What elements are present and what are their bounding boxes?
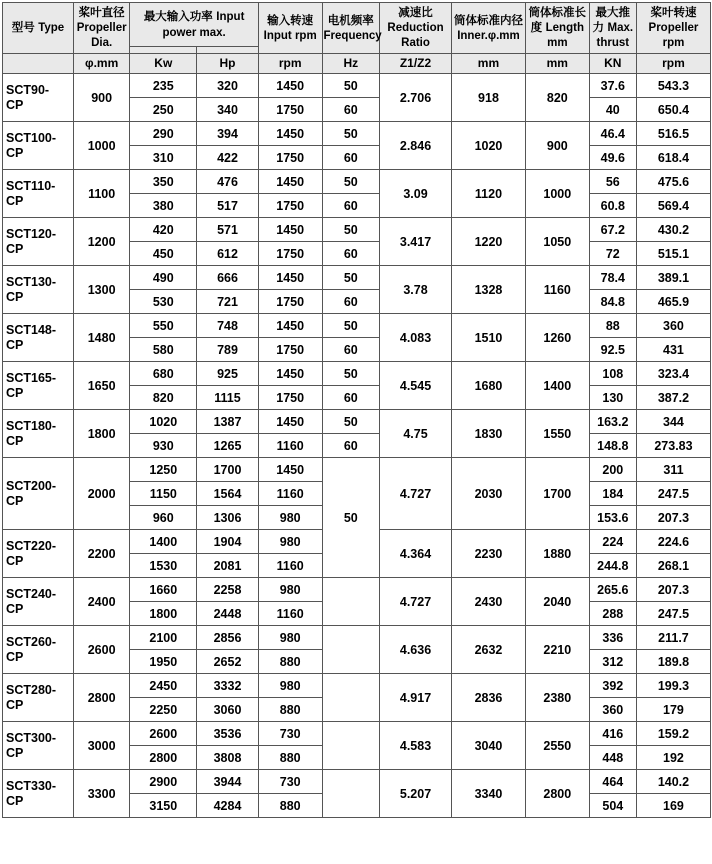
cell-propeller-rpm: 207.3	[636, 578, 710, 602]
cell-propeller-rpm: 199.3	[636, 674, 710, 698]
cell-max-thrust: 60.8	[589, 194, 636, 218]
cell-max-thrust: 130	[589, 386, 636, 410]
cell-rpm: 1750	[258, 290, 322, 314]
cell-kw: 310	[130, 146, 197, 170]
cell-hp: 517	[197, 194, 259, 218]
cell-max-thrust: 288	[589, 602, 636, 626]
cell-kw: 3150	[130, 794, 197, 818]
cell-kw: 420	[130, 218, 197, 242]
unit-frequency: Hz	[322, 53, 380, 74]
cell-hp: 3536	[197, 722, 259, 746]
cell-propeller-rpm: 247.5	[636, 482, 710, 506]
cell-frequency: 60	[322, 146, 380, 170]
cell-reduction-ratio: 3.417	[380, 218, 452, 266]
cell-reduction-ratio: 4.917	[380, 674, 452, 722]
cell-inner-dia: 1020	[451, 122, 525, 170]
cell-frequency: 60	[322, 290, 380, 314]
cell-kw: 1800	[130, 602, 197, 626]
cell-rpm: 1750	[258, 194, 322, 218]
cell-frequency	[322, 770, 380, 818]
cell-max-thrust: 224	[589, 530, 636, 554]
cell-hp: 1306	[197, 506, 259, 530]
cell-frequency	[322, 722, 380, 770]
unit-inner-dia: mm	[451, 53, 525, 74]
cell-rpm: 1750	[258, 98, 322, 122]
cell-kw: 450	[130, 242, 197, 266]
cell-propeller-rpm: 211.7	[636, 626, 710, 650]
cell-rpm: 1750	[258, 338, 322, 362]
table-row	[3, 362, 711, 386]
cell-propeller-dia: 1100	[73, 170, 130, 218]
cell-model: SCT200- CP	[3, 458, 74, 530]
cell-kw: 235	[130, 74, 197, 98]
cell-max-thrust: 200	[589, 458, 636, 482]
cell-rpm: 980	[258, 674, 322, 698]
col-header-input-power-max: 最大输入功率 Input power max.	[130, 3, 258, 47]
cell-frequency-merged: 50	[322, 458, 380, 578]
cell-max-thrust: 416	[589, 722, 636, 746]
cell-rpm: 980	[258, 626, 322, 650]
cell-propeller-rpm: 515.1	[636, 242, 710, 266]
cell-kw: 2600	[130, 722, 197, 746]
table-row	[3, 722, 711, 746]
table-row	[3, 770, 711, 794]
cell-length: 1550	[525, 410, 589, 458]
cell-rpm: 980	[258, 578, 322, 602]
cell-length: 1160	[525, 266, 589, 314]
cell-inner-dia: 1220	[451, 218, 525, 266]
cell-kw: 550	[130, 314, 197, 338]
cell-reduction-ratio: 4.727	[380, 578, 452, 626]
col-header-type: 型号 Type	[3, 3, 74, 54]
unit-propeller-rpm: rpm	[636, 53, 710, 74]
cell-max-thrust: 336	[589, 626, 636, 650]
cell-kw: 530	[130, 290, 197, 314]
table-body	[3, 74, 711, 818]
cell-propeller-dia: 2400	[73, 578, 130, 626]
unit-length: mm	[525, 53, 589, 74]
cell-propeller-rpm: 475.6	[636, 170, 710, 194]
cell-reduction-ratio: 3.09	[380, 170, 452, 218]
cell-model: SCT148- CP	[3, 314, 74, 362]
cell-hp: 2081	[197, 554, 259, 578]
cell-frequency: 60	[322, 338, 380, 362]
table-row	[3, 74, 711, 98]
cell-length: 1000	[525, 170, 589, 218]
cell-max-thrust: 92.5	[589, 338, 636, 362]
col-header-max-thrust: 最大推力 Max. thrust	[589, 3, 636, 54]
cell-rpm: 1450	[258, 314, 322, 338]
cell-propeller-rpm: 273.83	[636, 434, 710, 458]
cell-kw: 930	[130, 434, 197, 458]
table-row	[3, 314, 711, 338]
cell-frequency: 60	[322, 98, 380, 122]
table-row	[3, 266, 711, 290]
cell-model: SCT280- CP	[3, 674, 74, 722]
cell-length: 2800	[525, 770, 589, 818]
cell-rpm: 1750	[258, 146, 322, 170]
cell-max-thrust: 153.6	[589, 506, 636, 530]
cell-propeller-rpm: 389.1	[636, 266, 710, 290]
cell-length: 2210	[525, 626, 589, 674]
unit-propeller-dia: φ.mm	[73, 53, 130, 74]
cell-kw: 1150	[130, 482, 197, 506]
cell-max-thrust: 88	[589, 314, 636, 338]
cell-model: SCT260- CP	[3, 626, 74, 674]
cell-kw: 2450	[130, 674, 197, 698]
cell-max-thrust: 84.8	[589, 290, 636, 314]
cell-inner-dia: 1120	[451, 170, 525, 218]
cell-model: SCT240- CP	[3, 578, 74, 626]
cell-hp: 571	[197, 218, 259, 242]
cell-kw: 380	[130, 194, 197, 218]
cell-max-thrust: 312	[589, 650, 636, 674]
cell-hp: 1564	[197, 482, 259, 506]
cell-model: SCT180- CP	[3, 410, 74, 458]
cell-kw: 1530	[130, 554, 197, 578]
cell-hp: 612	[197, 242, 259, 266]
cell-length: 2550	[525, 722, 589, 770]
cell-propeller-dia: 1200	[73, 218, 130, 266]
cell-hp: 422	[197, 146, 259, 170]
cell-kw: 2900	[130, 770, 197, 794]
col-header-length: 筒体标准长度 Length mm	[525, 3, 589, 54]
col-header-propeller-dia: 桨叶直径 Propeller Dia.	[73, 3, 130, 54]
cell-rpm: 880	[258, 650, 322, 674]
cell-reduction-ratio: 2.706	[380, 74, 452, 122]
cell-length: 900	[525, 122, 589, 170]
unit-type	[3, 53, 74, 74]
cell-rpm: 1450	[258, 218, 322, 242]
cell-propeller-dia: 3300	[73, 770, 130, 818]
cell-hp: 1387	[197, 410, 259, 434]
cell-propeller-rpm: 344	[636, 410, 710, 434]
table-row	[3, 170, 711, 194]
cell-propeller-dia: 2200	[73, 530, 130, 578]
table-row	[3, 626, 711, 650]
cell-inner-dia: 3040	[451, 722, 525, 770]
cell-frequency: 50	[322, 266, 380, 290]
cell-frequency: 50	[322, 170, 380, 194]
cell-propeller-rpm: 650.4	[636, 98, 710, 122]
cell-kw: 960	[130, 506, 197, 530]
col-header-reduction-ratio: 减速比 Reduction Ratio	[380, 3, 452, 54]
cell-reduction-ratio: 4.75	[380, 410, 452, 458]
cell-hp: 476	[197, 170, 259, 194]
cell-hp: 666	[197, 266, 259, 290]
cell-propeller-rpm: 431	[636, 338, 710, 362]
cell-max-thrust: 244.8	[589, 554, 636, 578]
cell-inner-dia: 918	[451, 74, 525, 122]
cell-kw: 350	[130, 170, 197, 194]
cell-hp: 1115	[197, 386, 259, 410]
cell-max-thrust: 464	[589, 770, 636, 794]
cell-inner-dia: 1510	[451, 314, 525, 362]
cell-hp: 3060	[197, 698, 259, 722]
cell-propeller-dia: 1480	[73, 314, 130, 362]
cell-propeller-dia: 2000	[73, 458, 130, 530]
cell-length: 2380	[525, 674, 589, 722]
cell-propeller-rpm: 323.4	[636, 362, 710, 386]
cell-hp: 748	[197, 314, 259, 338]
table-row	[3, 122, 711, 146]
cell-propeller-dia: 2800	[73, 674, 130, 722]
cell-max-thrust: 392	[589, 674, 636, 698]
table-row	[3, 674, 711, 698]
unit-max-thrust: KN	[589, 53, 636, 74]
cell-model: SCT330- CP	[3, 770, 74, 818]
cell-max-thrust: 56	[589, 170, 636, 194]
cell-hp: 3332	[197, 674, 259, 698]
cell-inner-dia: 1680	[451, 362, 525, 410]
cell-length: 2040	[525, 578, 589, 626]
cell-model: SCT110- CP	[3, 170, 74, 218]
cell-kw: 820	[130, 386, 197, 410]
cell-rpm: 730	[258, 770, 322, 794]
cell-kw: 490	[130, 266, 197, 290]
cell-reduction-ratio: 4.727	[380, 458, 452, 530]
cell-frequency: 50	[322, 314, 380, 338]
cell-propeller-rpm: 543.3	[636, 74, 710, 98]
cell-inner-dia: 1830	[451, 410, 525, 458]
col-header-propeller-rpm: 桨叶转速 Propeller rpm	[636, 3, 710, 54]
col-header-frequency: 电机频率 Frequency	[322, 3, 380, 54]
cell-rpm: 880	[258, 698, 322, 722]
cell-propeller-dia: 1650	[73, 362, 130, 410]
cell-max-thrust: 49.6	[589, 146, 636, 170]
cell-model: SCT130- CP	[3, 266, 74, 314]
cell-frequency: 50	[322, 122, 380, 146]
cell-kw: 2100	[130, 626, 197, 650]
cell-frequency: 60	[322, 386, 380, 410]
cell-hp: 789	[197, 338, 259, 362]
cell-frequency	[322, 578, 380, 626]
cell-rpm: 1450	[258, 74, 322, 98]
cell-max-thrust: 37.6	[589, 74, 636, 98]
cell-kw: 680	[130, 362, 197, 386]
cell-propeller-rpm: 247.5	[636, 602, 710, 626]
cell-rpm: 730	[258, 722, 322, 746]
cell-propeller-rpm: 387.2	[636, 386, 710, 410]
cell-frequency: 50	[322, 74, 380, 98]
cell-propeller-dia: 3000	[73, 722, 130, 770]
cell-rpm: 980	[258, 506, 322, 530]
cell-hp: 340	[197, 98, 259, 122]
cell-hp: 925	[197, 362, 259, 386]
cell-propeller-rpm: 618.4	[636, 146, 710, 170]
cell-rpm: 1450	[258, 410, 322, 434]
cell-length: 820	[525, 74, 589, 122]
cell-hp: 721	[197, 290, 259, 314]
cell-inner-dia: 2030	[451, 458, 525, 530]
cell-propeller-rpm: 311	[636, 458, 710, 482]
cell-model: SCT220- CP	[3, 530, 74, 578]
unit-input-rpm: rpm	[258, 53, 322, 74]
cell-model: SCT300- CP	[3, 722, 74, 770]
cell-kw: 1950	[130, 650, 197, 674]
cell-max-thrust: 40	[589, 98, 636, 122]
unit-power-kw: Kw	[130, 53, 197, 74]
cell-frequency: 60	[322, 434, 380, 458]
cell-frequency: 50	[322, 218, 380, 242]
cell-rpm: 880	[258, 746, 322, 770]
cell-length: 1700	[525, 458, 589, 530]
cell-reduction-ratio: 2.846	[380, 122, 452, 170]
header-row-titles	[3, 3, 711, 47]
cell-kw: 1250	[130, 458, 197, 482]
cell-hp: 394	[197, 122, 259, 146]
cell-hp: 2652	[197, 650, 259, 674]
cell-inner-dia: 2836	[451, 674, 525, 722]
cell-reduction-ratio: 4.545	[380, 362, 452, 410]
cell-kw: 580	[130, 338, 197, 362]
cell-rpm: 1450	[258, 266, 322, 290]
cell-propeller-rpm: 179	[636, 698, 710, 722]
cell-rpm: 1750	[258, 386, 322, 410]
cell-propeller-rpm: 569.4	[636, 194, 710, 218]
cell-propeller-dia: 1000	[73, 122, 130, 170]
cell-propeller-rpm: 516.5	[636, 122, 710, 146]
cell-length: 1400	[525, 362, 589, 410]
cell-hp: 1700	[197, 458, 259, 482]
cell-hp: 3808	[197, 746, 259, 770]
cell-hp: 1265	[197, 434, 259, 458]
cell-max-thrust: 504	[589, 794, 636, 818]
cell-max-thrust: 148.8	[589, 434, 636, 458]
cell-rpm: 1450	[258, 122, 322, 146]
cell-propeller-rpm: 140.2	[636, 770, 710, 794]
cell-hp: 1904	[197, 530, 259, 554]
table-row	[3, 218, 711, 242]
cell-propeller-rpm: 159.2	[636, 722, 710, 746]
cell-propeller-dia: 2600	[73, 626, 130, 674]
propeller-spec-table	[2, 2, 711, 818]
cell-hp: 3944	[197, 770, 259, 794]
cell-frequency: 60	[322, 242, 380, 266]
table-row	[3, 578, 711, 602]
cell-length: 1050	[525, 218, 589, 266]
cell-kw: 290	[130, 122, 197, 146]
cell-propeller-rpm: 192	[636, 746, 710, 770]
cell-propeller-rpm: 465.9	[636, 290, 710, 314]
table-header	[3, 3, 711, 74]
cell-rpm: 1450	[258, 362, 322, 386]
cell-length: 1880	[525, 530, 589, 578]
cell-inner-dia: 2430	[451, 578, 525, 626]
cell-propeller-dia: 1300	[73, 266, 130, 314]
cell-inner-dia: 1328	[451, 266, 525, 314]
cell-model: SCT100- CP	[3, 122, 74, 170]
cell-inner-dia: 3340	[451, 770, 525, 818]
cell-rpm: 1450	[258, 458, 322, 482]
cell-model: SCT120- CP	[3, 218, 74, 266]
table-row	[3, 410, 711, 434]
cell-propeller-rpm: 430.2	[636, 218, 710, 242]
cell-rpm: 1160	[258, 602, 322, 626]
cell-max-thrust: 448	[589, 746, 636, 770]
cell-model: SCT90- CP	[3, 74, 74, 122]
cell-kw: 250	[130, 98, 197, 122]
table-row	[3, 458, 711, 482]
cell-max-thrust: 108	[589, 362, 636, 386]
cell-kw: 1020	[130, 410, 197, 434]
cell-propeller-rpm: 207.3	[636, 506, 710, 530]
cell-rpm: 1160	[258, 482, 322, 506]
cell-propeller-dia: 1800	[73, 410, 130, 458]
cell-reduction-ratio: 5.207	[380, 770, 452, 818]
cell-hp: 2258	[197, 578, 259, 602]
col-header-input-rpm: 输入转速 Input rpm	[258, 3, 322, 54]
cell-propeller-dia: 900	[73, 74, 130, 122]
cell-reduction-ratio: 4.636	[380, 626, 452, 674]
cell-frequency	[322, 674, 380, 722]
col-header-inner-dia: 筒体标准内径 Inner.φ.mm	[451, 3, 525, 54]
cell-propeller-rpm: 224.6	[636, 530, 710, 554]
cell-reduction-ratio: 4.583	[380, 722, 452, 770]
cell-rpm: 980	[258, 530, 322, 554]
cell-reduction-ratio: 4.083	[380, 314, 452, 362]
unit-power-hp: Hp	[197, 53, 259, 74]
cell-propeller-rpm: 169	[636, 794, 710, 818]
cell-rpm: 1450	[258, 170, 322, 194]
cell-frequency	[322, 626, 380, 674]
cell-kw: 2800	[130, 746, 197, 770]
cell-frequency: 60	[322, 194, 380, 218]
cell-length: 1260	[525, 314, 589, 362]
cell-max-thrust: 265.6	[589, 578, 636, 602]
unit-reduction-ratio: Z1/Z2	[380, 53, 452, 74]
cell-max-thrust: 163.2	[589, 410, 636, 434]
cell-kw: 2250	[130, 698, 197, 722]
cell-hp: 2856	[197, 626, 259, 650]
cell-propeller-rpm: 360	[636, 314, 710, 338]
cell-propeller-rpm: 189.8	[636, 650, 710, 674]
cell-rpm: 1160	[258, 554, 322, 578]
cell-kw: 1400	[130, 530, 197, 554]
cell-propeller-rpm: 268.1	[636, 554, 710, 578]
cell-rpm: 1160	[258, 434, 322, 458]
cell-rpm: 880	[258, 794, 322, 818]
cell-max-thrust: 184	[589, 482, 636, 506]
cell-kw: 1660	[130, 578, 197, 602]
cell-max-thrust: 72	[589, 242, 636, 266]
cell-hp: 4284	[197, 794, 259, 818]
cell-max-thrust: 78.4	[589, 266, 636, 290]
cell-max-thrust: 46.4	[589, 122, 636, 146]
cell-reduction-ratio: 3.78	[380, 266, 452, 314]
cell-max-thrust: 360	[589, 698, 636, 722]
cell-model: SCT165- CP	[3, 362, 74, 410]
cell-frequency: 50	[322, 410, 380, 434]
cell-inner-dia: 2230	[451, 530, 525, 578]
cell-rpm: 1750	[258, 242, 322, 266]
cell-hp: 2448	[197, 602, 259, 626]
cell-hp: 320	[197, 74, 259, 98]
header-row-units	[3, 53, 711, 74]
cell-frequency: 50	[322, 362, 380, 386]
cell-inner-dia: 2632	[451, 626, 525, 674]
cell-max-thrust: 67.2	[589, 218, 636, 242]
cell-reduction-ratio: 4.364	[380, 530, 452, 578]
